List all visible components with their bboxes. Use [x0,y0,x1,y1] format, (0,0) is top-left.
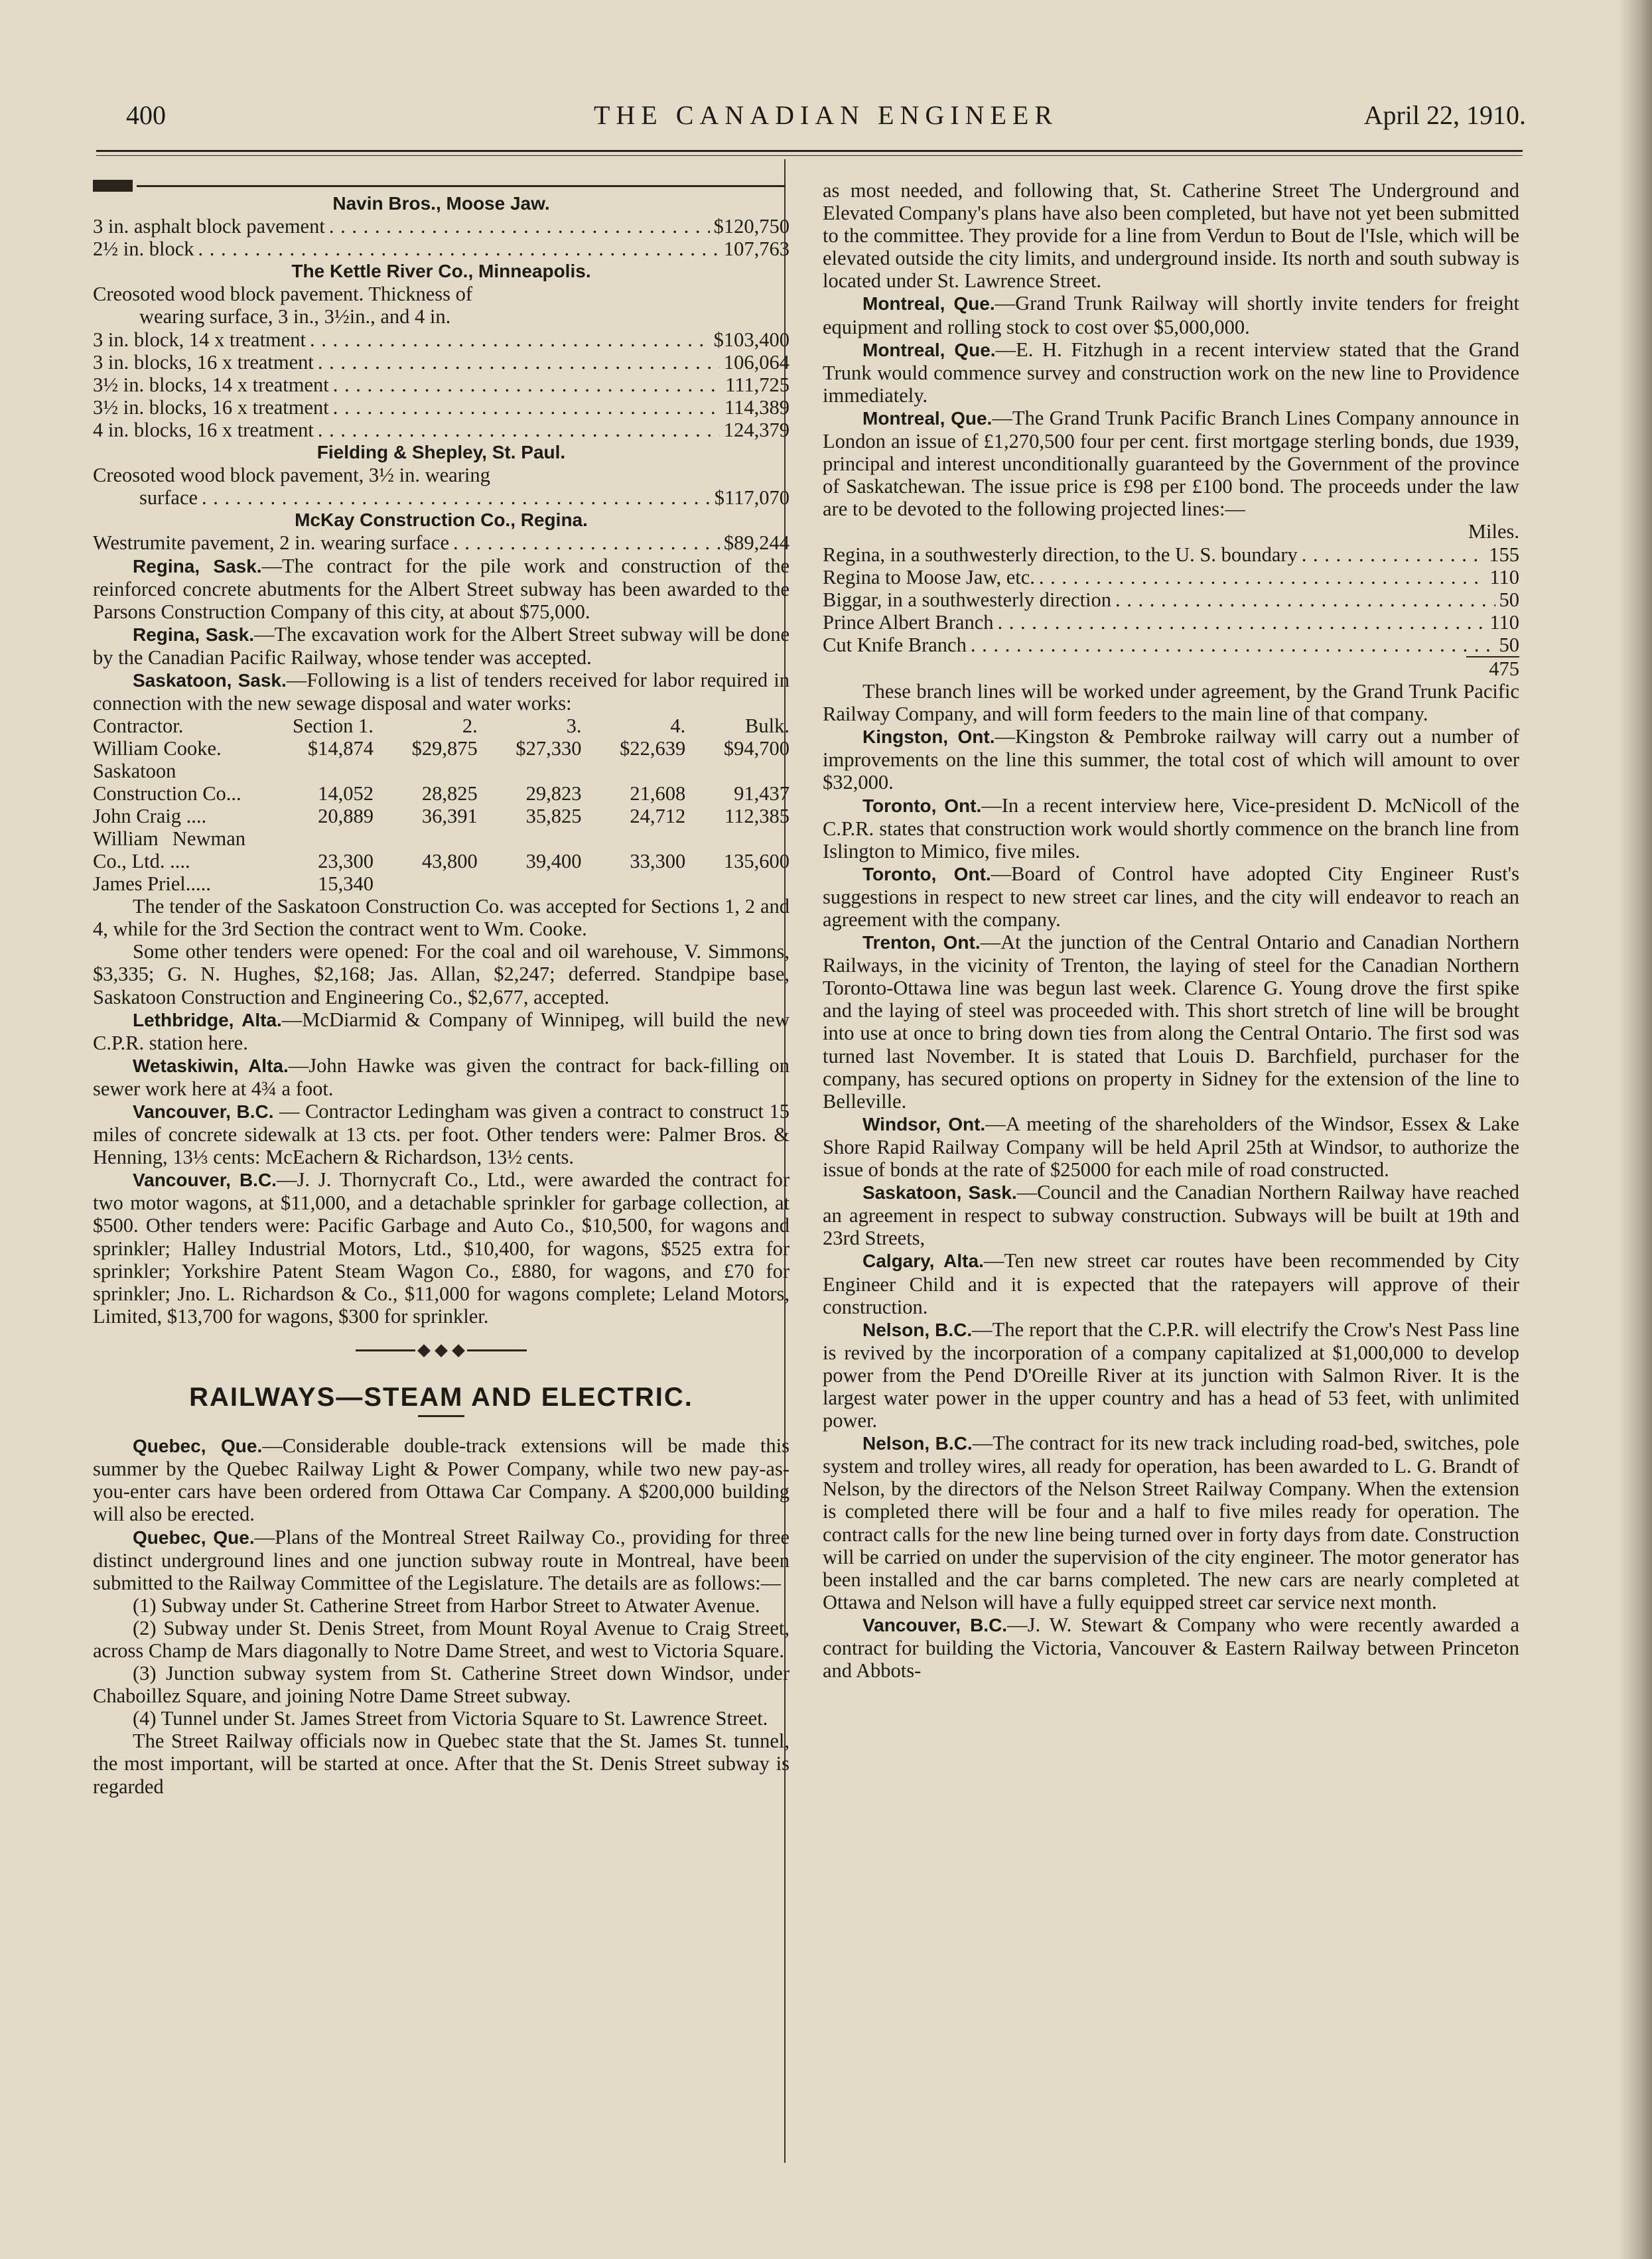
tender-description: wearing surface, 3 in., 3½in., and 4 in. [139,305,451,328]
news-item: Saskatoon, Sask.—Following is a list of tenders received for labor required in connection with the new sewage disposal and water works: [93,668,790,715]
section-title: RAILWAYS—STEAM AND ELECTRIC. [189,1383,693,1412]
branch-line-row: Biggar, in a southwesterly direction . . . 50 [823,588,1519,611]
news-item: Some other tenders were opened: For the coal and oil warehouse, V. Simmons, $3,335; G. N. Hughes, $2,168; Jas. Allan, $2,247; deferred. Standpipe base, Saskatoon Construction and Engineering Co., $2,677, accepted. [93,940,790,1008]
table-row: William Cooke. $14,874 $29,875 $27,330 $22,639 $94,700 [93,737,790,760]
tender-line: 4 in. blocks, 16 x treatment . . . 124,379 [93,419,790,441]
table-row: James Priel..... 15,340 [93,872,374,896]
news-item: Trenton, Ont.—At the junction of the Central Ontario and Canadian Northern Railways, in the vicinity of Trenton, the laying of steel for the Canadian Northern Toronto-Ottawa line was begun last week. Clarence G. Young drove the first spike and the laying of steel was proceeded with. This short stretch of line will be brought into use at once to bring down ties from along the Central Ontario. The first sod was turned last November. It is stated that Louis D. Barchfield, purchaser for the company, has secured options on property in Sidney for the extension of the line to Belleville. [823,931,1519,1113]
news-item: as most needed, and following that, St. Catherine Street The Underground and Elevated Company's plans have also been completed, but have not yet been submitted to the committee. They provide for a line from Verdun to Bout de l'Isle, which will be elevated outside the city limits, and underground inside. Its north and south subway is located under St. Lawrence Street. [823,179,1519,293]
news-item: Quebec, Que.—Plans of the Montreal Street Railway Co., providing for three distinct underground lines and one junction subway route in Montreal, have been submitted to the Railway Committee of the Legislature. The details are as follows:— [93,1525,790,1594]
tender-table [93,715,790,895]
list-item: (2) Subway under St. Denis Street, from Mount Royal Avenue to Craig Street, across Champ de Mars diagonally to Notre Dame Street, and west to Victoria Square. [93,1616,790,1662]
right-column [823,179,1519,1682]
place-name: Saskatoon, Sask. [862,1182,1017,1203]
place-name: Montreal, Que. [862,339,996,360]
place-name: Vancouver, B.C. [133,1101,274,1122]
place-name: Toronto, Ont. [862,863,991,884]
tender-description: Creosoted wood block pavement. Thickness of [93,283,473,306]
header-rule-top [96,150,1523,152]
place-name: Quebec, Que. [133,1527,255,1548]
place-name: Trenton, Ont. [862,932,981,953]
place-name: Montreal, Que. [862,407,993,429]
branch-line-row: Prince Albert Branch . . . 110 [823,611,1519,634]
place-name: Nelson, B.C. [862,1433,973,1454]
tender-heading: The Kettle River Co., Minneapolis. [291,261,591,282]
place-name: Montreal, Que. [862,293,995,314]
left-column [93,179,790,1798]
tender-line: 2½ in. block . . . 107,763 [93,238,790,260]
table-row: John Craig .... 20,889 36,391 35,825 24,712 112,385 [93,805,790,828]
news-item: Nelson, B.C.—The report that the C.P.R. will electrify the Crow's Nest Pass line is revived by the incorporation of a company capitalized at $1,000,000 to develop power from the Pend D'Oreille River at its junction with Salmon River. It is the largest water power in the upper country and has a head of 53 feet, with unlimited power. [823,1318,1519,1432]
tender-heading: Fielding & Shepley, St. Paul. [316,442,566,463]
section-ornament [93,1337,790,1359]
news-item: Toronto, Ont.—In a recent interview here, Vice-president D. McNicoll of the C.P.R. states that construction work would shortly commence on the branch line from Islington to Mimico, five miles. [823,793,1519,862]
news-item: Montreal, Que.—The Grand Trunk Pacific Branch Lines Company announce in London an issue of £1,270,500 four per cent. first mortgage sterling bonds, due 1939, principal and interest unconditionally guaranteed by the Government of the province of Saskatchewan. The issue price is £98 per £100 bond. The proceeds under the law are to be devoted to the following projected lines:— [823,406,1520,521]
place-name: Windsor, Ont. [862,1113,986,1134]
issue-date: April 22, 1910. [1363,100,1526,130]
list-item: (4) Tunnel under St. James Street from Victoria Square to St. Lawrence Street. [133,1707,768,1730]
place-name: Regina, Sask. [133,555,262,577]
news-item: Quebec, Que.—Considerable double-track extensions will be made this summer by the Quebec Railway Light & Power Company, while two new pay-as-you-enter cars have been ordered from Ottawa Car Company. A $200,000 building will also be erected. [93,1434,790,1526]
place-name: Vancouver, B.C. [862,1614,1008,1635]
news-item: The Street Railway officials now in Quebec state that the St. James St. tunnel, the most important, will be started at once. After that the St. Denis Street subway is regarded [93,1730,790,1798]
list-item: (3) Junction subway system from St. Catherine Street down Windsor, under Chaboillez Square, and joining Notre Dame Street subway. [93,1662,790,1708]
miles-total: 475 [1489,657,1519,680]
tender-line: 3 in. blocks, 16 x treatment . . . 106,064 [93,351,790,374]
place-name: Quebec, Que. [133,1436,263,1457]
tender-heading: Navin Bros., Moose Jaw. [332,193,550,214]
page-spine-shadow [1619,0,1652,2259]
tender-line: 3 in. block, 14 x treatment . . . $103,400 [93,328,790,351]
news-item: Nelson, B.C.—The contract for its new track including road-bed, switches, pole system and trolley wires, all ready for operation, has been awarded to L. G. Brandt of Nelson, by the directors of the Nelson Street Railway Company. When the extension is completed there will be four and a half to five miles ready for operation. The contract calls for the new line being turned over in forty days from date. Construction will be carried on under the supervision of the city engineer. The motor generator has been installed and the car barns completed. The new cars are nearly completed at Ottawa and Nelson will have a fully equipped street car service next month. [823,1432,1519,1613]
list-item: (1) Subway under St. Catherine Street from Harbor Street to Atwater Avenue. [133,1594,760,1617]
running-header [126,100,1526,146]
journal-title: THE CANADIAN ENGINEER [593,100,1059,130]
news-item: The tender of the Saskatoon Construction Co. was accepted for Sections 1, 2 and 4, while for the 3rd Section the contract went to Wm. Cooke. [93,895,790,941]
place-name: Vancouver, B.C. [133,1170,277,1191]
news-item: Vancouver, B.C.—J. J. Thornycraft Co., Ltd., were awarded the contract for two motor wagons, at $11,000, and a detachable sprinkler for garbage collection, at $500. Other tenders were: Pacific Garbage and Auto Co., $10,500, for wagons and sprinkler; Halley Industrial Motors, Ltd., $10,400, for wagons, $525 extra for sprinkler; Yorkshire Patent Steam Wagon Co., £880, for wagons, and £70 for sprinkler; Jno. L. Richardson & Co., $11,000 for wagons complete; Leland Motors, Limited, $13,700 for wagons, $300 for sprinkler. [93,1168,790,1328]
news-item: Montreal, Que.—Grand Trunk Railway will shortly invite tenders for freight equipment and rolling stock to cost over $5,000,000. [823,292,1519,338]
news-item: Wetaskiwin, Alta.—John Hawke was given the contract for back-filling on sewer work here at 4¾ a foot. [93,1054,790,1100]
news-item: Kingston, Ont.—Kingston & Pembroke railway will carry out a number of improvements on the line this summer, the total cost of which will amount to over $32,000. [823,725,1519,794]
branch-line-row: Regina, in a southwesterly direction, to the U. S. boundary . . . 155 [823,543,1519,566]
ornament-bar [93,179,790,192]
section-rule [418,1415,464,1417]
news-item: These branch lines will be worked under agreement, by the Grand Trunk Pacific Railway Company, and will form feeders to the main line of that company. [823,680,1519,726]
news-item: Vancouver, B.C.—J. W. Stewart & Company who were recently awarded a contract for building the Victoria, Vancouver & Eastern Railway between Princeton and Abbots- [823,1613,1519,1682]
table-row: William Newman Co., Ltd. .... 23,300 43,800 39,400 33,300 135,600 [93,827,790,873]
table-header-row: Contractor. Section 1. 2. 3. 4. Bulk. [93,715,790,738]
tender-line: Westrumite pavement, 2 in. wearing surface . . . $89,244 [93,531,790,554]
page-number: 400 [126,100,166,130]
tender-line: 3½ in. blocks, 16 x treatment . . . 114,389 [93,396,790,419]
tender-line: surface . . . $117,070 [93,486,790,509]
news-item: Windsor, Ont.—A meeting of the shareholders of the Windsor, Essex & Lake Shore Rapid Railway Company will be held April 25th at Windsor, to authorize the issue of bonds at the rate of $25000 for each mile of road constructed. [823,1112,1519,1182]
miles-column-header: Miles. [1468,520,1519,543]
place-name: Lethbridge, Alta. [133,1009,282,1030]
news-item: Montreal, Que.—E. H. Fitzhugh in a recent interview stated that the Grand Trunk would commence survey and construction work on the new line to Providence immediately. [823,338,1519,407]
news-item: Regina, Sask.—The contract for the pile work and construction of the reinforced concrete abutments for the Albert Street subway has been awarded to the Parsons Construction Company of this city, at about $75,000. [93,554,790,623]
news-item: Calgary, Alta.—Ten new street car routes have been recommended by City Engineer Child and it is expected that the ratepayers will approve of their construction. [823,1249,1519,1318]
place-name: Saskatoon, Sask. [133,669,287,691]
tender-line: 3½ in. blocks, 14 x treatment . . . 111,725 [93,374,790,396]
place-name: Wetaskiwin, Alta. [133,1055,289,1076]
news-item: Lethbridge, Alta.—McDiarmid & Company of Winnipeg, will build the new C.P.R. station here. [93,1008,790,1054]
news-item: Regina, Sask.—The excavation work for the Albert Street subway will be done by the Canadian Pacific Railway, whose tender was accepted. [93,622,790,669]
news-item: Vancouver, B.C. — Contractor Ledingham was given a contract to construct 15 miles of concrete sidewalk at 13 cts. per foot. Other tenders were: Palmer Bros. & Henning, 13⅓ cents: McEachern & Richardson, 13½ cents. [93,1100,790,1169]
place-name: Toronto, Ont. [862,795,982,816]
table-row: Saskatoon Construction Co... 14,052 28,825 29,823 21,608 91,437 [93,760,790,805]
tender-description: Creosoted wood block pavement, 3½ in. wearing [93,464,490,487]
tender-line: 3 in. asphalt block pavement . . . $120,750 [93,215,790,238]
news-item: Saskatoon, Sask.—Council and the Canadian Northern Railway have reached an agreement in respect to subway construction. Subways will be built at 19th and 23rd Streets, [823,1181,1519,1250]
branch-line-row: Cut Knife Branch . . . 50 [823,634,1519,656]
place-name: Nelson, B.C. [862,1319,973,1340]
place-name: Calgary, Alta. [862,1251,984,1272]
tender-heading: McKay Construction Co., Regina. [295,510,588,531]
branch-line-row: Regina to Moose Jaw, etc. . . . 110 [823,566,1519,588]
news-item: Toronto, Ont.—Board of Control have adopted City Engineer Rust's suggestions in respect to new street car lines, and the city will endeavor to reach an agreement with the company. [823,862,1519,931]
place-name: Regina, Sask. [133,624,254,645]
header-rule-bottom [96,155,1523,156]
place-name: Kingston, Ont. [862,726,995,748]
